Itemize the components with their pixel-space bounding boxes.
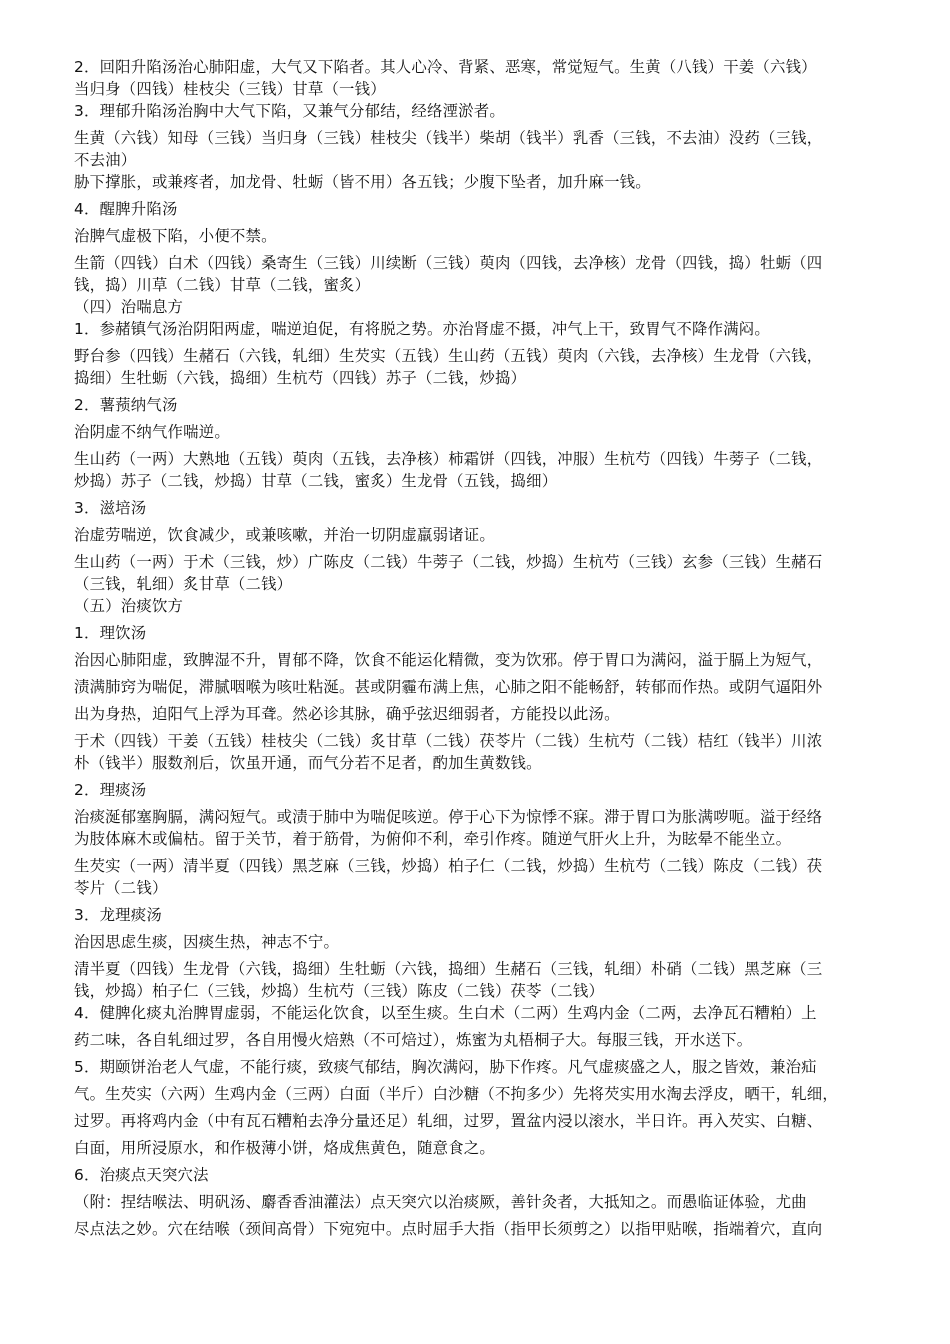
text-line: 治虚劳喘逆，饮食减少，或兼咳嗽，并治一切阴虚羸弱诸证。 [74,526,495,544]
text-line: （四）治喘息方 [74,298,184,316]
text-line: 3．龙理痰汤 [74,906,162,924]
document-page [74,56,904,1240]
text-line: 生山药（一两）大熟地（五钱）萸肉（五钱，去净核）柿霜饼（四钱，冲服）生杭芍（四钱）牛蒡子（二钱， [74,450,823,468]
text-line: 渍满肺窍为喘促，滞腻咽喉为咳吐粘涎。甚或阴霾布满上焦，心肺之阳不能畅舒，转郁而作热。或阴气逼阳外 [74,678,823,696]
text-line: 1．理饮汤 [74,624,147,642]
text-line: 为肢体麻木或偏枯。留于关节，着于筋骨，为俯仰不利，牵引作疼。随逆气肝火上升，为眩晕不能坐立。 [74,830,792,848]
text-line: 生芡实（一两）清半夏（四钱）黑芝麻（三钱，炒捣）柏子仁（二钱，炒捣）生杭芍（二钱）陈皮（二钱）茯 [74,857,823,875]
text-line: 野台参（四钱）生赭石（六钱，轧细）生芡实（五钱）生山药（五钱）萸肉（六钱，去净核）生龙骨（六钱， [74,347,823,365]
text-line: 尽点法之妙。穴在结喉（颈间高骨）下宛宛中。点时屈手大指（指甲长须剪之）以指甲贴喉，指端着穴，直向 [74,1220,823,1238]
text-line: 气。生芡实（六两）生鸡内金（三两）白面（半斤）白沙糖（不拘多少）先将芡实用水淘去浮皮，晒干，轧细， [74,1085,838,1103]
text-line: 2．薯蓣纳气汤 [74,396,178,414]
text-line: 捣细）生牡蛎（六钱，捣细）生杭芍（四钱）苏子（二钱，炒捣） [74,369,527,387]
text-line: 白面，用所浸原水，和作极薄小饼，烙成焦黄色，随意食之。 [74,1139,495,1157]
text-line: 治因心肺阳虚，致脾湿不升，胃郁不降，饮食不能运化精微，变为饮邪。停于胃口为满闷，溢于膈上为短气， [74,651,823,669]
text-line: 3．滋培汤 [74,499,147,517]
text-line: 治脾气虚极下陷，小便不禁。 [74,227,277,245]
text-line: 过罗。再将鸡内金（中有瓦石糟粕去净分量还足）轧细，过罗，置盆内浸以滚水，半日许。再入芡实、白糖、 [74,1112,823,1130]
text-line: （附：捏结喉法、明矾汤、麝香香油灌法）点天突穴以治痰厥，善针灸者，大抵知之。而愚临证体验，尤曲 [74,1193,807,1211]
text-line: 不去油） [74,151,137,169]
text-line: 3．理郁升陷汤治胸中大气下陷，又兼气分郁结，经络湮淤者。 [74,102,505,120]
text-line: 生黄（六钱）知母（三钱）当归身（三钱）桂枝尖（钱半）柴胡（钱半）乳香（三钱，不去油）没药（三钱， [74,129,823,147]
text-line: 当归身（四钱）桂枝尖（三钱）甘草（一钱） [74,80,386,98]
text-line: 2．回阳升陷汤治心肺阳虚，大气又下陷者。其人心冷、背紧、恶寒，常觉短气。生黄（八钱）干姜（六钱） [74,58,817,76]
text-line: 朴（钱半）服数剂后，饮虽开通，而气分若不足者，酌加生黄数钱。 [74,754,542,772]
text-line: 出为身热，迫阳气上浮为耳聋。然必诊其脉，确乎弦迟细弱者，方能投以此汤。 [74,705,620,723]
text-line: 4．醒脾升陷汤 [74,200,178,218]
text-line: 胁下撑胀，或兼疼者，加龙骨、牡蛎（皆不用）各五钱；少腹下坠者，加升麻一钱。 [74,173,651,191]
text-line: （三钱，轧细）炙甘草（二钱） [74,575,293,593]
text-line: 治阴虚不纳气作喘逆。 [74,423,230,441]
text-line: （五）治痰饮方 [74,597,184,615]
text-line: 清半夏（四钱）生龙骨（六钱，捣细）生牡蛎（六钱，捣细）生赭石（三钱，轧细）朴硝（二钱）黑芝麻（三 [74,960,823,978]
text-line: 生山药（一两）于术（三钱，炒）广陈皮（二钱）牛蒡子（二钱，炒捣）生杭芍（三钱）玄参（三钱）生赭石 [74,553,823,571]
text-line: 治因思虑生痰，因痰生热，神志不宁。 [74,933,340,951]
text-line: 6．治痰点天突穴法 [74,1166,209,1184]
text-line: 于术（四钱）干姜（五钱）桂枝尖（二钱）炙甘草（二钱）茯苓片（二钱）生杭芍（二钱）桔红（钱半）川浓 [74,732,823,750]
text-line: 苓片（二钱） [74,879,168,897]
text-line: 钱，炒捣）柏子仁（三钱，炒捣）生杭芍（三钱）陈皮（二钱）茯苓（二钱） [74,982,605,1000]
text-line: 治痰涎郁塞胸膈，满闷短气。或渍于肺中为喘促咳逆。停于心下为惊悸不寐。滞于胃口为胀满哕呃。溢于经络 [74,808,823,826]
text-line: 生箭（四钱）白术（四钱）桑寄生（三钱）川续断（三钱）萸肉（四钱，去净核）龙骨（四钱，捣）牡蛎（四 [74,254,823,272]
text-line: 炒捣）苏子（二钱，炒捣）甘草（二钱，蜜炙）生龙骨（五钱，捣细） [74,472,558,490]
text-line: 5．期颐饼治老人气虚，不能行痰，致痰气郁结，胸次满闷，胁下作疼。凡气虚痰盛之人，服之皆效，兼治疝 [74,1058,817,1076]
text-line: 2．理痰汤 [74,781,147,799]
text-line: 4．健脾化痰丸治脾胃虚弱，不能运化饮食，以至生痰。生白术（二两）生鸡内金（二两，去净瓦石糟粕）上 [74,1004,817,1022]
text-line: 药二味，各自轧细过罗，各自用慢火焙熟（不可焙过），炼蜜为丸梧桐子大。每服三钱，开水送下。 [74,1031,753,1049]
text-line: 1．参赭镇气汤治阴阳两虚，喘逆迫促，有将脱之势。亦治肾虚不摄，冲气上干，致胃气不降作满闷。 [74,320,770,338]
text-line: 钱，捣）川草（二钱）甘草（二钱，蜜炙） [74,276,371,294]
